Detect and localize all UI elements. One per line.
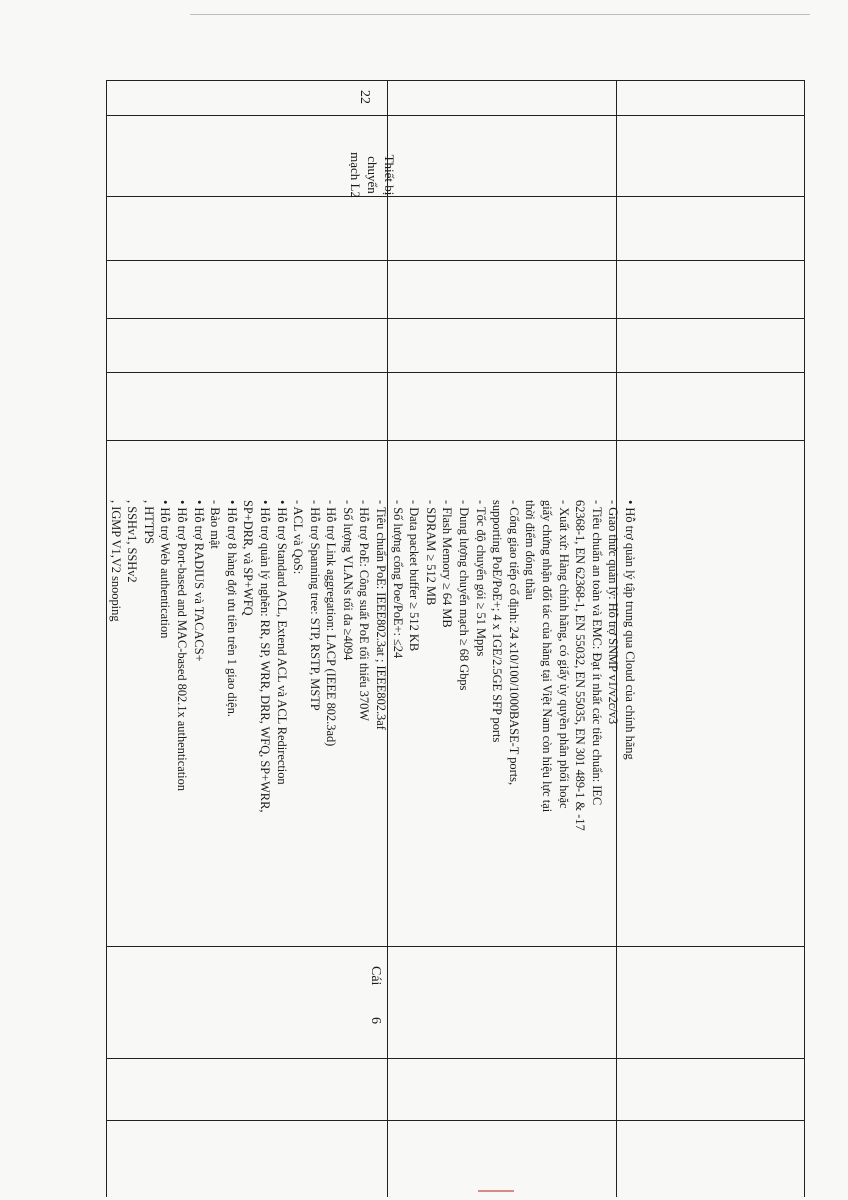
row-divider (106, 318, 805, 319)
spec-line: • Hỗ trợ quản lý tập trung qua Cloud của chính hãng (623, 500, 637, 760)
spec-line: • Hỗ trợ Standard ACL, Extend ACL và ACL Redirection (274, 500, 289, 785)
spec-line: • Hỗ trợ Web authentication (158, 500, 173, 639)
spec-line: , SSHv1, SSHv2 (125, 500, 140, 583)
row-divider (106, 1120, 805, 1121)
device-name-line: Thiết bị (382, 154, 397, 196)
row-divider (106, 115, 805, 116)
quantity-value: 6 (368, 1017, 383, 1024)
device-name-line: mạch L2 (348, 152, 363, 198)
table-border-right (804, 80, 805, 1197)
row-divider (106, 946, 805, 947)
device-name-line: chuyển (365, 156, 380, 194)
row-divider (106, 260, 805, 261)
scan-stain-mark (478, 1190, 514, 1192)
spec-line: - Hỗ trợ Link aggregation: LACP (IEEE 802.3ad) (324, 500, 339, 747)
spec-line: - ACL và QoS: (291, 500, 306, 575)
row-divider (106, 440, 805, 441)
spec-line: - Bảo mật (208, 500, 223, 549)
spec-line: thời điểm đóng thầu (523, 500, 538, 600)
spec-line: - Flash Memory ≥ 64 MB (440, 500, 455, 628)
spec-line: - Số lượng VLANs tối đa ≥4094 (340, 500, 355, 661)
spec-line: , HTTPS (141, 500, 156, 545)
spec-line: supporting PoE/PoE+; 4 x 1GE/2.5GE SFP ports (490, 500, 505, 743)
spec-line: • Hỗ trợ 8 hàng đợi ưu tiên trên 1 giao diện. (224, 500, 239, 717)
spec-line: giấy chứng nhận đối tác của hãng tại Việt Nam còn hiệu lực tại (540, 500, 555, 813)
specification-text (107, 500, 638, 831)
spec-line: 62368-1, EN 62368-1, EN 55032, EN 55035, EN 301 489-1 & -17 (573, 500, 588, 831)
scan-edge-mark (190, 14, 810, 15)
spec-line: - Data packet buffer ≥ 512 KB (407, 500, 422, 652)
spec-line: - Xuất xứ: Hàng chính hãng, có giấy ủy quyền phân phối hoặc (556, 500, 571, 809)
table-border-top (106, 80, 805, 81)
unit-label: Cái (368, 966, 383, 986)
spec-line: - SDRAM ≥ 512 MB (423, 500, 438, 606)
row-number: 22 (357, 90, 372, 104)
spec-line: - Dung lượng chuyển mạch ≥ 68 Gbps (457, 500, 472, 691)
row-divider (106, 196, 805, 197)
row-divider (106, 1058, 805, 1059)
spec-line: - Giao thức quản lý: Hỗ trợ SNMP v1/v2c/v3 (606, 500, 621, 725)
spec-line: - Tiêu chuẩn an toàn và EMC: Đạt ít nhất các tiêu chuẩn: IEC (589, 500, 604, 806)
spec-line: - Hỗ trợ PoE: Công suất PoE tối thiểu 370W (357, 500, 372, 721)
device-name (347, 120, 398, 230)
spec-line: - Số lượng cổng Poe/PoE+: ≤24 (390, 500, 405, 659)
spec-line: - Cổng giao tiếp cố định: 24 x10/100/1000BASE-T ports, (506, 500, 521, 786)
spec-line: • Hỗ trợ RADIUS và TACACS+ (191, 500, 206, 662)
spec-line: - Tiêu chuẩn PoE: IEEE802.3at ; IEEE802.3af (374, 500, 389, 730)
spec-line: SP+DRR, và SP+WFQ (241, 500, 256, 616)
row-divider (106, 372, 805, 373)
spec-line: • Hỗ trợ Port-based and MAC-based 802.1x authentication (174, 500, 189, 791)
spec-line: • Hỗ trợ quản lý nghẽn: RR, SP, WRR, DRR, WFQ, SP+WRR, (257, 500, 272, 813)
spec-line: - Tốc độ chuyển gói ≥ 51 Mpps (473, 500, 488, 657)
spec-line: - Hỗ trợ Spanning tree: STP, RSTP, MSTP (307, 500, 322, 711)
spec-line: , IGMP V1,V2 snooping (108, 500, 123, 622)
